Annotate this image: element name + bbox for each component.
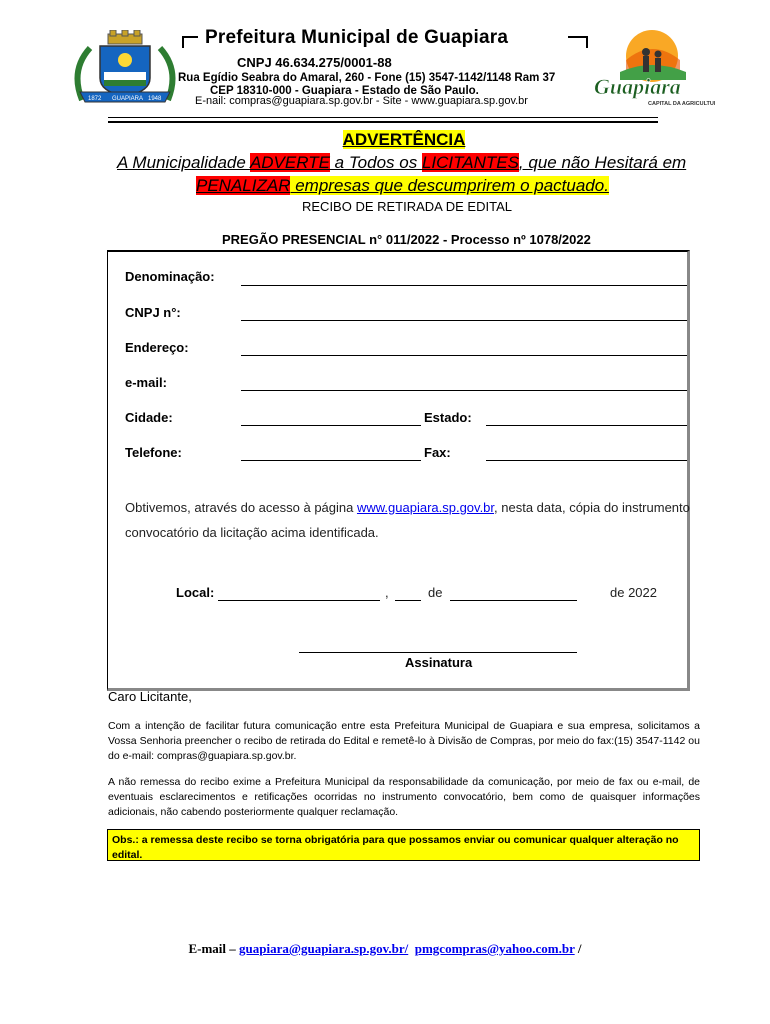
label-de-2022: de 2022 — [610, 585, 657, 600]
guapiara-logo — [590, 28, 715, 108]
label-cidade: Cidade: — [125, 410, 173, 425]
receipt-title: RECIBO DE RETIRADA DE EDITAL — [302, 199, 512, 214]
label-telefone: Telefone: — [125, 445, 182, 460]
header-title: Prefeitura Municipal de Guapiara — [205, 27, 509, 48]
field-day[interactable] — [395, 600, 421, 601]
logo-text: Guapiara — [594, 74, 681, 99]
field-endereco[interactable] — [241, 355, 687, 356]
footer-email: E-mail – guapiara@guapiara.sp.gov.br/ pmgcompras@yahoo.com.br / — [188, 941, 582, 956]
field-month[interactable] — [450, 600, 577, 601]
crest-year-left: 1872 — [88, 96, 102, 102]
greeting: Caro Licitante, — [108, 689, 192, 704]
label-cnpj: CNPJ n°: — [125, 305, 181, 320]
warning-line-1: A Municipalidade ADVERTE a Todos os LICITANTES, que não Hesitará em — [117, 153, 687, 172]
label-fax: Fax: — [424, 445, 451, 460]
warning-title: ADVERTÊNCIA — [342, 130, 466, 149]
obtained-text-line-2: convocatório da licitação acima identificada. — [125, 525, 379, 540]
comma: , — [385, 585, 389, 600]
field-signature[interactable] — [299, 652, 577, 653]
field-estado[interactable] — [486, 425, 687, 426]
paragraph-intent: Com a intenção de facilitar futura comunicação entre esta Prefeitura Municipal de Guapiara e sua empresa, solicitamos a Vossa Senhoria preencher o recibo de retirada do Edital e remetê-lo à Divisão de Compras, por meio do fax:(15) 3547-1142 ou do e-mail: compras@guapiara.sp.gov.br. — [108, 720, 700, 762]
paragraph-exemption: A não remessa do recibo exime a Prefeitura Municipal da responsabilidade da comunicação, por meio de fax ou e-mail, de eventuais esclarecimentos e retificações ocorridas no instrumento convocatório, bem como de quaisquer informações adicionais, não cabendo posteriormente qualquer reclamação. — [108, 776, 700, 818]
label-de: de — [428, 585, 443, 600]
label-assinatura: Assinatura — [405, 655, 473, 670]
header-rule — [108, 117, 658, 118]
header-cep: CEP 18310-000 - Guapiara - Estado de São Paulo. — [210, 85, 479, 97]
form-box — [107, 250, 690, 691]
field-local[interactable] — [218, 600, 380, 601]
process-title: PREGÃO PRESENCIAL n° 011/2022 - Processo nº 1078/2022 — [222, 232, 591, 247]
crest-year-right: 1948 — [148, 96, 162, 102]
field-telefone[interactable] — [241, 460, 421, 461]
field-cnpj[interactable] — [241, 320, 687, 321]
label-estado: Estado: — [424, 410, 472, 425]
header-bracket-right — [568, 36, 588, 48]
header-bracket-left — [182, 36, 198, 48]
obtained-text-line-1: Obtivemos, através do acesso à página www.guapiara.sp.gov.br, nesta data, cópia do instrumento — [125, 500, 690, 515]
field-cidade[interactable] — [241, 425, 421, 426]
logo-subtext: CAPITAL DA AGRICULTURA — [648, 101, 715, 107]
footer-mail-1[interactable]: guapiara@guapiara.sp.gov.br/ — [239, 941, 409, 956]
footer-mail-2[interactable]: pmgcompras@yahoo.com.br — [414, 941, 575, 956]
header-contact: E-nail: compras@guapiara.sp.gov.br - Site - www.guapiara.sp.gov.br — [195, 95, 528, 107]
header-rule-thick — [108, 121, 658, 123]
label-local: Local: — [176, 585, 215, 600]
header-address: Rua Egídio Seabra do Amaral, 260 - Fone (15) 3547-1142/1148 Ram 37 — [178, 72, 556, 84]
label-denominacao: Denominação: — [125, 269, 215, 284]
header-cnpj: CNPJ 46.634.275/0001-88 — [237, 55, 392, 70]
site-link[interactable]: www.guapiara.sp.gov.br — [356, 500, 495, 515]
label-email: e-mail: — [125, 375, 167, 390]
warning-line-2: PENALIZAR empresas que descumprirem o pactuado. — [196, 176, 609, 195]
obs-note: Obs.: a remessa deste recibo se torna obrigatória para que possamos enviar ou comunicar qualquer alteração no edital. — [107, 829, 700, 861]
municipal-crest — [70, 30, 180, 105]
field-email[interactable] — [241, 390, 687, 391]
crest-name: GUAPIARA — [112, 96, 144, 102]
field-fax[interactable] — [486, 460, 687, 461]
field-denominacao[interactable] — [241, 285, 687, 286]
label-endereco: Endereço: — [125, 340, 189, 355]
